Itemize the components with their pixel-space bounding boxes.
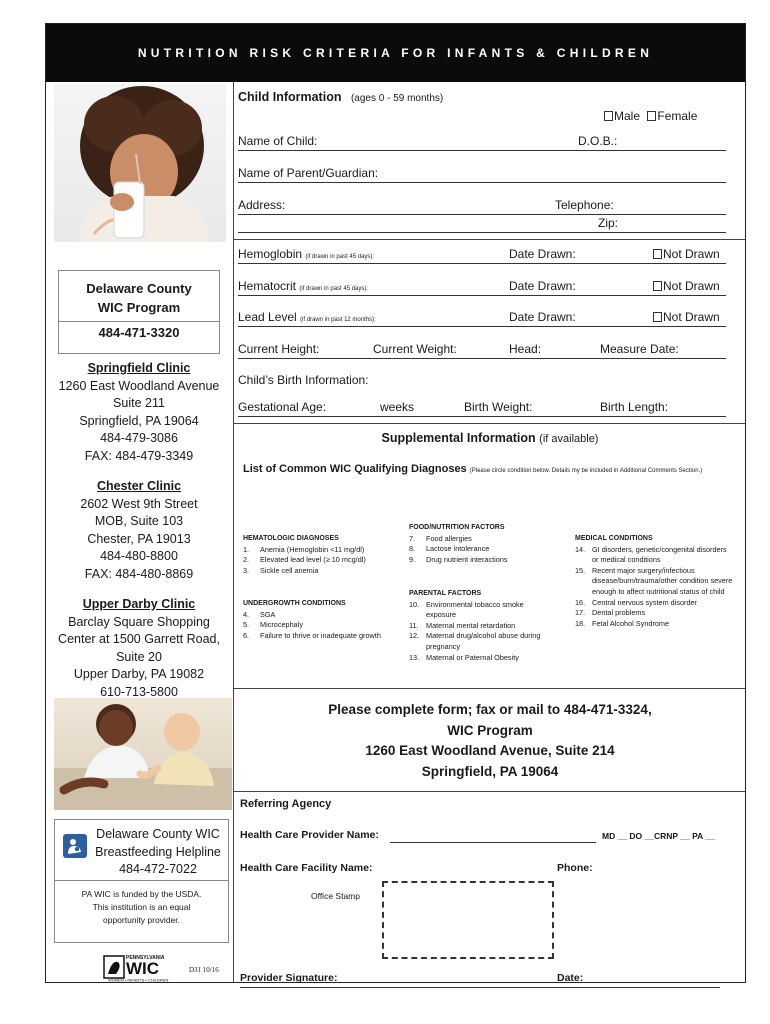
child-info-title: Child Information: [238, 90, 342, 104]
measure-date-label: Measure Date:: [600, 342, 679, 356]
lead-date-label: Date Drawn:: [509, 310, 576, 324]
phone-label: Phone:: [557, 862, 593, 874]
telephone-label: Telephone:: [555, 198, 614, 212]
undergrowth-list: UNDERGROWTH CONDITIONS 4. SGA 5. Microcephaly 6. Failure to thrive or inadequate growth: [243, 599, 393, 641]
parent-field[interactable]: [238, 182, 726, 183]
breastfeeding-helpline-box: Delaware County WIC Breastfeeding Helpline 484-472-7022 PA WIC is funded by the USDA. This institution is an equal opportunity provider.: [54, 819, 229, 943]
credentials-options[interactable]: MD __ DO __CRNP __ PA __: [602, 831, 715, 841]
list-item: 10. Environmental tobacco smoke exposure: [409, 599, 524, 620]
helpline-phone: 484-472-7022: [119, 862, 197, 876]
lead-not-drawn-checkbox[interactable]: [653, 312, 662, 322]
program-info-box: [58, 270, 220, 354]
provider-name-label: Health Care Provider Name:: [240, 829, 379, 841]
list-item: 11. Maternal mental retardation: [409, 620, 516, 630]
list-item: 6. Failure to thrive or inadequate growth: [243, 630, 381, 640]
sex-selector: Male Female: [604, 109, 697, 123]
list-item: 3. Sickle cell anemia: [243, 565, 319, 575]
measurements-field[interactable]: [238, 358, 726, 359]
svg-text:WOMEN • INFANTS • CHILDREN: WOMEN • INFANTS • CHILDREN: [108, 977, 169, 982]
list-item: 4. SGA: [243, 609, 276, 619]
list-item: 2. Elevated lead level (≥ 10 mcg/dl): [243, 555, 366, 565]
list-item: 13. Maternal or Paternal Obesity: [409, 652, 519, 662]
child-name-label: Name of Child:: [238, 134, 318, 148]
clinic-chester: Chester Clinic 2602 West 9th Street MOB, Suite 103 Chester, PA 19013 484-480-8800 FAX: 484-480-8869: [80, 479, 198, 581]
pa-wic-logo: [102, 952, 182, 980]
diagnoses-list-title: List of Common WIC Qualifying Diagnoses: [243, 463, 467, 475]
lead-label: Lead Level: [238, 310, 297, 324]
sidebar: [46, 82, 232, 982]
hematocrit-not-drawn-checkbox[interactable]: [653, 281, 662, 291]
clinic-upper-darby: Upper Darby Clinic Barclay Square Shopping Center at 1500 Garrett Road, Suite 20 Upper Darby, PA 19082 610-713-5800: [58, 597, 220, 699]
female-checkbox[interactable]: [647, 111, 656, 121]
list-item: 18. Fetal Alcohol Syndrome: [575, 618, 670, 628]
signature-field[interactable]: [240, 987, 720, 988]
clinic-springfield: Springfield Clinic 1260 East Woodland Avenue Suite 211 Springfield, PA 19064 484-479-3086 FAX: 484-479-3349: [58, 361, 220, 463]
list-item: 5. Microcephaly: [243, 620, 303, 630]
height-label: Current Height:: [238, 342, 320, 356]
parental-factors-list: PARENTAL FACTORS 10. Environmental tobacco smoke exposure 11. Maternal mental retardation 12. Maternal drug/alcohol abuse during pregnancy 13. Maternal or Paternal Obesity: [409, 589, 549, 663]
facility-name-label: Health Care Facility Name:: [240, 862, 373, 874]
zip-field[interactable]: [238, 232, 726, 233]
lead-field[interactable]: [238, 326, 726, 327]
list-item: 9. Drug nutrient interactions: [409, 554, 508, 564]
list-item: 15. Recent major surgery/infectious disease/burn/trauma/other condition severe enough to affect nutritional status of child: [575, 565, 733, 596]
child-photo: [54, 84, 226, 242]
hemoglobin-not-drawn-checkbox[interactable]: [653, 249, 662, 259]
form-code: D31 10/16: [189, 966, 219, 974]
list-item: 12. Maternal drug/alcohol abuse during pregnancy: [409, 631, 541, 651]
hemoglobin-date-label: Date Drawn:: [509, 247, 576, 261]
ages-note: (ages 0 - 59 months): [350, 93, 444, 104]
list-item: 16. Central nervous system disorder: [575, 597, 698, 607]
provider-name-field[interactable]: [390, 842, 596, 843]
medical-conditions-list: MEDICAL CONDITIONS 14. GI disorders, genetic/congenital disorders or medical conditions 15. Recent major surgery/infectious disease/burn/trauma/other condition severe enough to affect nutritional status of child 16. Central nervous system disorder 17. Dental problems 18. Fetal Alcohol Syndrome: [575, 534, 735, 629]
parent-label: Name of Parent/Guardian:: [238, 166, 379, 180]
hematocrit-date-label: Date Drawn:: [509, 279, 576, 293]
office-stamp-area[interactable]: [382, 881, 554, 959]
babies-photo: [54, 698, 232, 810]
org-name-line1: Delaware County: [86, 281, 192, 296]
referring-agency-label: Referring Agency: [240, 798, 332, 810]
gestational-age-label: Gestational Age:: [238, 400, 327, 414]
list-item: 17. Dental problems: [575, 608, 646, 618]
list-item: 8. Lactose intolerance: [409, 544, 490, 554]
zip-label: Zip:: [598, 216, 619, 230]
food-nutrition-list: FOOD/NUTRITION FACTORS 7. Food allergies 8. Lactose intolerance 9. Drug nutrient interactions: [409, 523, 559, 565]
breastfeeding-icon: [63, 834, 87, 858]
hemoglobin-field[interactable]: [238, 263, 726, 264]
hematologic-list: HEMATOLOGIC DIAGNOSES 1. Anemia (Hemoglobin <11 mg/dl) 2. Elevated lead level (≥ 10 mcg/dl) 3. Sickle cell anemia: [243, 534, 393, 576]
mailing-instructions: Please complete form; fax or mail to 484-471-3324, WIC Program 1260 East Woodland Avenue, Suite 214 Springfield, PA 19064: [328, 702, 652, 779]
birth-info-label: Child’s Birth Information:: [238, 373, 369, 387]
wic-form: [45, 23, 746, 983]
birth-weight-label: Birth Weight:: [464, 400, 533, 414]
hematocrit-field[interactable]: [238, 295, 726, 296]
svg-text:WIC: WIC: [126, 959, 160, 978]
address-label: Address:: [238, 198, 286, 212]
birth-info-field[interactable]: [238, 416, 726, 417]
weight-label: Current Weight:: [373, 342, 457, 356]
signature-label: Provider Signature:: [240, 972, 338, 984]
office-stamp-label: Office Stamp: [311, 891, 360, 901]
hemoglobin-label: Hemoglobin: [238, 247, 303, 261]
address-field[interactable]: [238, 214, 726, 215]
org-name-line2: WIC Program: [97, 300, 181, 315]
weeks-label: weeks: [380, 400, 415, 414]
supplemental-title: Supplemental Information: [381, 431, 536, 445]
date-label: Date:: [557, 972, 584, 984]
list-item: 1. Anemia (Hemoglobin <11 mg/dl): [243, 544, 365, 554]
clinic-list: [46, 360, 232, 719]
list-item: 7. Food allergies: [409, 533, 472, 543]
birth-length-label: Birth Length:: [600, 400, 669, 414]
list-item: 14. GI disorders, genetic/congenital disorders or medical conditions: [575, 544, 727, 565]
main-form-area: Child Information (ages 0 - 59 months) Male Female Name of Child: D.O.B.: Name of Parent/Guardian: Address: Telephone: Zip: Hemoglobin (if drawn in past 45 days): Date Drawn: Not Drawn Hematocrit (if drawn in past 45 days): Date Drawn: Not Drawn Lead Level (if drawn in past 12 months): Date Drawn: Not Drawn Current Height: Current Weight: Head: Measure Date: Child’s Birth Information: Gestational Age: weeks Birth Weight: Birth Length: Supplemental Information (if available) List of Common WIC Qualifying Diagnoses (Please circle condition below. Details my be included in Additional Comments Section.) HEMATOLOGIC DIAGNOSES 1. Anemia (Hemoglobin <11 mg/dl) 2. Elevated lead level (≥ 10 mcg/dl) 3. Sickle cell anemia UNDERGROWTH CONDITIONS 4. SGA 5. Microcephaly 6. Failure to thrive or inadequate growth FOOD/NUTRITION FACTORS 7. Food allergies 8. Lactose intolerance 9. Drug nutrient interactions PARENTAL FACTORS 10. Environmental tobacco smoke exposure 11. Maternal mental retardation 12. Maternal drug/alcohol abuse during pregnancy 13. Maternal or Paternal Obesity MEDICAL CONDITIONS 14. GI disorders, genetic/congenital disorders or medical conditions 15. Recent major surgery/infectious disease/burn/trauma/other condition severe enough to affect nutritional status of child 16. Central nervous system disorder 17. Dental problems 18. Fetal Alcohol Syndrome Please complete form; fax or mail to 484-471-3324, WIC Program 1260 East Woodland Avenue, Suite 214 Springfield, PA 19064 Referring Agency Health Care Provider Name: MD __ DO __CRNP __ PA __ Health Care Facility Name: Phone: Office Stamp Provider Signature: Date:: [233, 82, 745, 982]
svg-text:PENNSYLVANIA: PENNSYLVANIA: [126, 955, 165, 961]
hematocrit-label: Hematocrit: [238, 279, 297, 293]
dob-label: D.O.B.:: [578, 134, 618, 148]
program-phone: 484-471-3320: [98, 325, 180, 340]
head-label: Head:: [509, 342, 542, 356]
usda-notice: PA WIC is funded by the USDA. This institution is an equal opportunity provider.: [81, 889, 202, 925]
child-name-field[interactable]: [238, 150, 726, 151]
form-header: NUTRITION RISK CRITERIA FOR INFANTS & CHILDREN: [46, 24, 745, 82]
male-checkbox[interactable]: [604, 111, 613, 121]
